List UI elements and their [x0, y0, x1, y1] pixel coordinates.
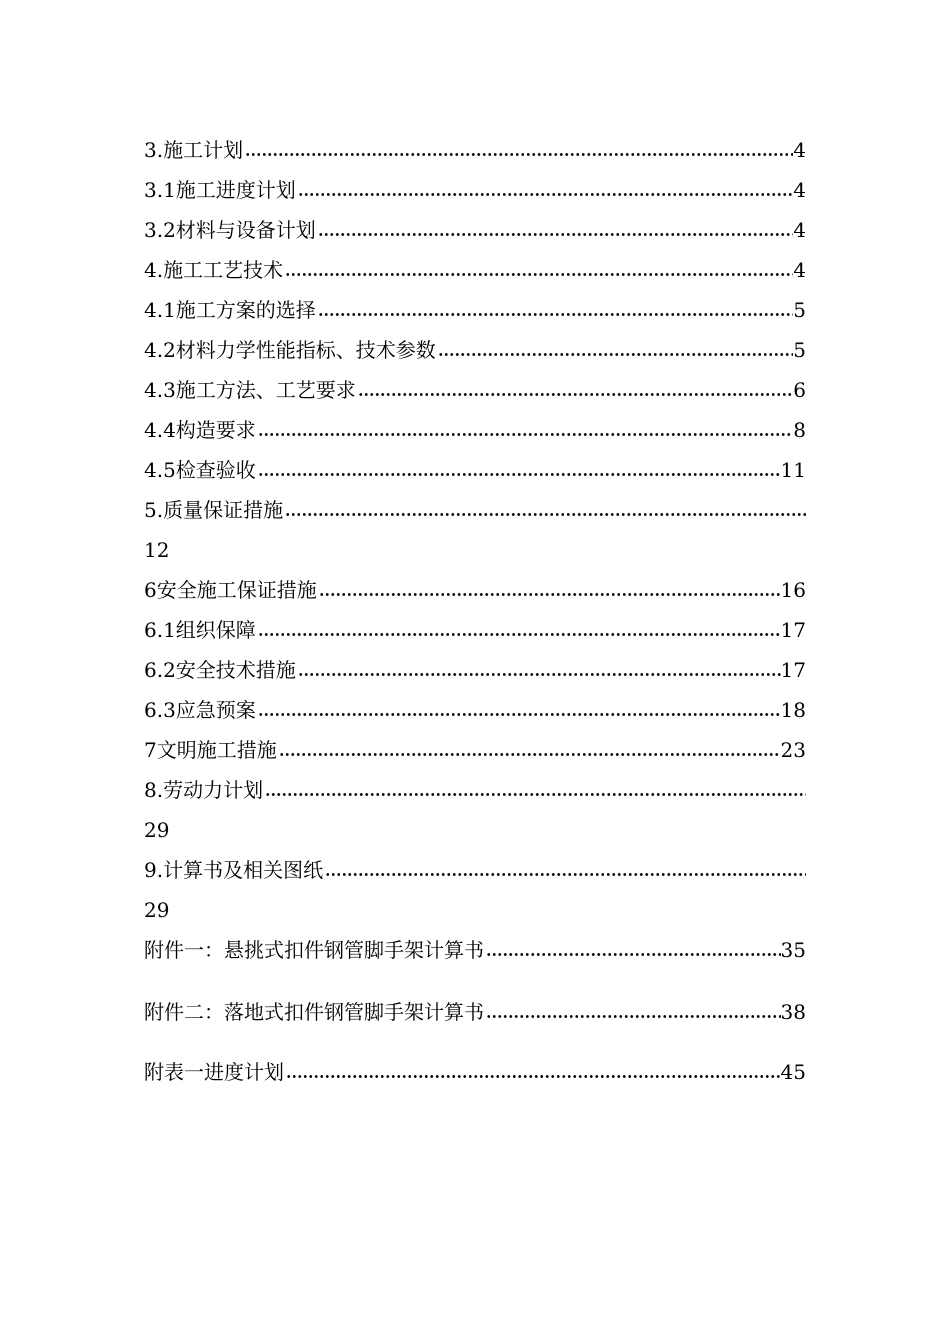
toc-leader-dots [277, 736, 781, 764]
toc-entry[interactable] [144, 998, 806, 1026]
toc-entry[interactable] [144, 216, 806, 244]
toc-entry[interactable] [144, 176, 806, 204]
toc-entry-page: 17 [780, 618, 806, 642]
toc-entry[interactable] [144, 136, 806, 164]
toc-leader-dots [484, 998, 781, 1026]
toc-entry-page: 6 [793, 378, 806, 402]
toc-entry-page: 4 [793, 178, 806, 202]
toc-leader-dots [356, 376, 793, 404]
toc-entry-page: 45 [780, 1060, 806, 1084]
toc-entry[interactable] [144, 776, 806, 804]
toc-entry-title: 5.质量保证措施 [144, 498, 284, 522]
toc-entry-page: 23 [780, 738, 806, 762]
toc-leader-dots [296, 656, 781, 684]
toc-entry-page: 29 [144, 818, 170, 842]
toc-entry-title: 附表一进度计划 [144, 1060, 284, 1084]
toc-leader-dots [484, 936, 781, 964]
toc-entry-title: 4.施工工艺技术 [144, 258, 284, 282]
toc-entry-page: 17 [780, 658, 806, 682]
toc-entry-title: 8.劳动力计划 [144, 778, 264, 802]
toc-entry-page: 35 [780, 938, 806, 962]
toc-entry-page: 4 [793, 138, 806, 162]
toc-leader-dots [283, 256, 793, 284]
toc-entry-page: 4 [793, 258, 806, 282]
toc-leader-dots [317, 576, 781, 604]
toc-entry[interactable] [144, 736, 806, 764]
toc-entry-title: 3.施工计划 [144, 138, 244, 162]
toc-entry-title: 4.3施工方法、工艺要求 [144, 378, 356, 402]
toc-leader-dots [323, 856, 806, 884]
toc-entry[interactable] [144, 696, 806, 724]
toc-entry-title: 3.2材料与设备计划 [144, 218, 316, 242]
toc-entry[interactable] [144, 256, 806, 284]
toc-leader-dots [316, 296, 793, 324]
toc-entry[interactable] [144, 416, 806, 444]
toc-leader-dots [243, 136, 793, 164]
toc-entry-title: 4.2材料力学性能指标、技术参数 [144, 338, 436, 362]
toc-entry[interactable] [144, 1058, 806, 1086]
toc-entry-title: 4.5检查验收 [144, 458, 256, 482]
toc-entry-page: 29 [144, 898, 170, 922]
toc-entry[interactable] [144, 856, 806, 884]
toc-entry-page: 18 [780, 698, 806, 722]
toc-entry-title: 4.4构造要求 [144, 418, 256, 442]
toc-leader-dots [256, 416, 793, 444]
toc-entry[interactable] [144, 656, 806, 684]
toc-entry-page: 4 [793, 218, 806, 242]
toc-leader-dots [256, 456, 781, 484]
toc-entry-title: 9.计算书及相关图纸 [144, 858, 324, 882]
toc-entry-page: 16 [780, 578, 806, 602]
toc-entry[interactable] [144, 936, 806, 964]
toc-leader-dots [256, 616, 781, 644]
toc-leader-dots [296, 176, 793, 204]
toc-entry-title: 附件二：落地式扣件钢管脚手架计算书 [144, 1000, 484, 1024]
toc-leader-dots [283, 496, 806, 524]
toc-entry-title: 4.1施工方案的选择 [144, 298, 316, 322]
toc-entry-page: 38 [780, 1000, 806, 1024]
toc-leader-dots [256, 696, 781, 724]
toc-entry-title: 6.2安全技术措施 [144, 658, 296, 682]
toc-entry-page: 11 [780, 458, 806, 482]
toc-entry-title: 附件一：悬挑式扣件钢管脚手架计算书 [144, 938, 484, 962]
toc-entry-title: 6安全施工保证措施 [144, 578, 317, 602]
toc-entry-title: 6.3应急预案 [144, 698, 256, 722]
toc-entry[interactable] [144, 576, 806, 604]
toc-entry-page: 12 [144, 538, 170, 562]
toc-entry-page: 8 [793, 418, 806, 442]
toc-entry-page: 5 [793, 298, 806, 322]
toc-entry[interactable] [144, 496, 806, 524]
toc-leader-dots [436, 336, 793, 364]
toc-entry[interactable] [144, 376, 806, 404]
toc-entry-title: 7文明施工措施 [144, 738, 277, 762]
toc-leader-dots [316, 216, 793, 244]
toc-entry[interactable] [144, 456, 806, 484]
toc-leader-dots [263, 776, 806, 804]
toc-entry[interactable] [144, 616, 806, 644]
toc-entry[interactable] [144, 296, 806, 324]
toc-entry-page: 5 [793, 338, 806, 362]
toc-entry-title: 6.1组织保障 [144, 618, 256, 642]
toc-entry-title: 3.1施工进度计划 [144, 178, 296, 202]
toc-leader-dots [284, 1058, 781, 1086]
toc-entry[interactable] [144, 336, 806, 364]
